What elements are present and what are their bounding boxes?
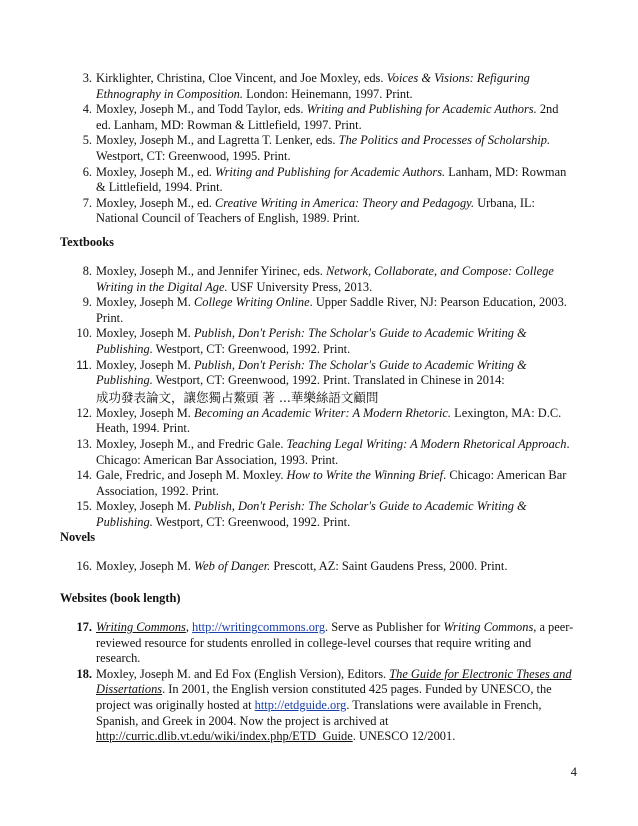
title-text: Writing and Publishing for Academic Authors.	[306, 102, 537, 117]
citation-text: Gale, Fredric, and Joseph M. Moxley.	[96, 468, 287, 483]
citation-text: Westport, CT: Greenwood, 1992. Print.	[152, 341, 351, 356]
section-heading-websites: Websites (book length)	[60, 591, 181, 605]
citation-text: Moxley, Joseph M., and Todd Taylor, eds.	[96, 102, 307, 117]
entry-number: 10.	[76, 326, 92, 341]
entry-number: 9.	[82, 295, 92, 310]
entry-text	[96, 196, 576, 227]
citation-text: , a peer-reviewed resource for students enrolled in college-level courses that require writing and research.	[96, 620, 574, 666]
entry-number: 12.	[76, 405, 92, 420]
bibliography-entry	[0, 468, 638, 499]
citation-text: http://curric.dlib.vt.edu/wiki/index.php/ETD_Guide	[96, 729, 353, 744]
bibliography-entry	[0, 196, 638, 227]
entry-text	[96, 133, 576, 164]
title-text: Publish, Don't Perish: The Scholar's Guide to Academic Writing & Publishing.	[96, 357, 527, 388]
edited-books-list	[0, 71, 638, 227]
title-text: College Writing Online	[193, 295, 310, 310]
citation-text: Lexington, MA: D.C. Heath, 1994. Print.	[96, 405, 562, 436]
bibliography-entry	[0, 133, 638, 164]
citation-text: Westport, CT: Greenwood, 1992. Print. Translated in Chinese in 2014:	[152, 373, 505, 388]
citation-text: . Chicago: American Bar Association, 1992. Print.	[96, 468, 567, 498]
entry-number: 3.	[82, 71, 92, 85]
entry-number: 18.	[76, 666, 92, 681]
entry-number: 6.	[82, 164, 92, 179]
citation-text: Moxley, Joseph M.	[96, 295, 194, 310]
citation-text: 2nd ed. Lanham, MD: Rowman & Littlefield, 1997. Print.	[96, 102, 559, 132]
entry-number: 7.	[82, 195, 92, 210]
title-text: Writing Commons	[96, 620, 186, 634]
citation-text: Moxley, Joseph M.	[96, 499, 194, 514]
bibliography-entry	[0, 559, 638, 575]
title-text: Publish, Don't Perish: The Scholar's Guide to Academic Writing & Publishing.	[96, 326, 527, 356]
bibliography-entry	[0, 295, 638, 326]
citation-text: . UNESCO 12/2001.	[352, 729, 456, 744]
chinese-title-text: 成功發表論文，讓您獨占鰲頭 著 ...華樂絲語文顧問	[96, 389, 379, 405]
citation-text: . Chicago: American Bar Association, 1993. Print.	[96, 436, 570, 467]
citation-text: Moxley, Joseph M.	[96, 357, 194, 372]
title-text: The Guide for Electronic Theses and Dissertations	[96, 666, 572, 697]
title-text: The Politics and Processes of Scholarship.	[338, 133, 551, 148]
entry-number: 13.	[76, 436, 92, 451]
bibliography-entry	[0, 264, 638, 295]
websites-list	[0, 620, 638, 745]
url-link[interactable]: http://writingcommons.org	[192, 620, 326, 634]
entry-number: 17.	[76, 620, 92, 634]
entry-text	[96, 620, 576, 667]
entry-number: 8.	[82, 264, 92, 278]
bibliography-entry	[0, 71, 638, 102]
title-text: Network, Collaborate, and Compose: College Writing in the Digital Age.	[96, 264, 554, 294]
entry-number: 4.	[82, 102, 92, 117]
bibliography-entry	[0, 667, 638, 745]
bibliography-entry	[0, 358, 638, 406]
entry-text	[96, 165, 576, 196]
bibliography-entry	[0, 165, 638, 196]
title-text: Teaching Legal Writing: A Modern Rhetorical Approach	[286, 436, 567, 451]
entry-text	[96, 264, 576, 295]
title-text: Publish, Don't Perish: The Scholar's Guide to Academic Writing & Publishing.	[96, 499, 527, 529]
bibliography-entry	[0, 406, 638, 437]
citation-text: Moxley, Joseph M.	[96, 326, 194, 341]
entry-text	[96, 437, 576, 468]
textbooks-list	[0, 264, 638, 531]
citation-text: Westport, CT: Greenwood, 1995. Print.	[96, 148, 291, 163]
citation-text: . In 2001, the English version constituted 425 pages. Funded by UNESCO, the project was originally hosted at	[96, 682, 552, 712]
citation-text: Moxley, Joseph M., ed.	[96, 164, 215, 179]
citation-text: Urbana, IL: National Council of Teachers of English, 1989. Print.	[96, 195, 536, 226]
entry-text	[96, 326, 576, 357]
title-text: Creative Writing in America: Theory and Pedagogy.	[214, 195, 475, 210]
citation-text: USF University Press, 2013.	[227, 279, 373, 294]
bibliography-entry	[0, 499, 638, 530]
citation-text: . Serve as Publisher for	[325, 620, 444, 634]
citation-text: Prescott, AZ: Saint Gaudens Press, 2000. Print.	[270, 559, 508, 573]
citation-text: Moxley, Joseph M., and Fredric Gale.	[96, 436, 287, 451]
citation-text: Moxley, Joseph M.	[96, 405, 194, 420]
entry-text	[96, 559, 576, 575]
citation-text: Moxley, Joseph M., ed.	[96, 195, 215, 210]
page-number: 4	[570, 765, 577, 779]
title-text: How to Write the Winning Brief	[286, 468, 444, 483]
citation-text: Moxley, Joseph M., and Jennifer Yirinec, eds.	[96, 264, 326, 278]
section-heading-textbooks: Textbooks	[60, 235, 114, 249]
entry-number: 16.	[76, 559, 92, 573]
citation-text: ,	[185, 620, 193, 634]
entry-text	[96, 468, 576, 499]
entry-number: 14.	[76, 468, 92, 483]
title-text: Web of Danger.	[193, 559, 271, 573]
citation-text: Moxley, Joseph M. and Ed Fox (English Version), Editors.	[96, 666, 390, 681]
section-heading-novels: Novels	[60, 530, 96, 544]
url-link[interactable]: http://etdguide.org	[254, 697, 347, 712]
title-text: Writing Commons	[443, 620, 534, 634]
citation-text: London: Heinemann, 1997. Print.	[242, 86, 413, 101]
entry-text	[96, 71, 576, 102]
bibliography-entry	[0, 102, 638, 133]
entry-number: 11.	[76, 357, 92, 372]
entry-text	[96, 102, 576, 133]
bibliography-entry	[0, 620, 638, 667]
citation-text: . Upper Saddle River, NJ: Pearson Education, 2003. Print.	[96, 295, 567, 325]
entry-number: 5.	[82, 133, 92, 148]
entry-text	[96, 295, 576, 326]
citation-text: . Translations were available in French, Spanish, and Greek in 2004. Now the project is archived at	[96, 697, 542, 728]
citation-text: Westport, CT: Greenwood, 1992. Print.	[152, 514, 351, 529]
entry-text	[96, 499, 576, 530]
entry-text	[96, 667, 576, 745]
title-text: Becoming an Academic Writer: A Modern Rhetoric.	[193, 405, 452, 420]
citation-text: Moxley, Joseph M.	[96, 559, 194, 573]
entry-text	[96, 358, 576, 389]
bibliography-entry	[0, 437, 638, 468]
citation-text: Lanham, MD: Rowman & Littlefield, 1994. Print.	[96, 164, 567, 195]
bibliography-entry	[0, 326, 638, 357]
citation-text: Moxley, Joseph M., and Lagretta T. Lenker, eds.	[96, 133, 339, 148]
entry-text	[96, 406, 576, 437]
citation-text: Kirklighter, Christina, Cloe Vincent, and Joe Moxley, eds.	[96, 71, 387, 85]
novels-list	[0, 559, 638, 575]
title-text: Writing and Publishing for Academic Authors.	[214, 164, 446, 179]
entry-number: 15.	[76, 499, 92, 514]
title-text: Voices & Visions: Refiguring Ethnography in Composition.	[96, 71, 530, 101]
